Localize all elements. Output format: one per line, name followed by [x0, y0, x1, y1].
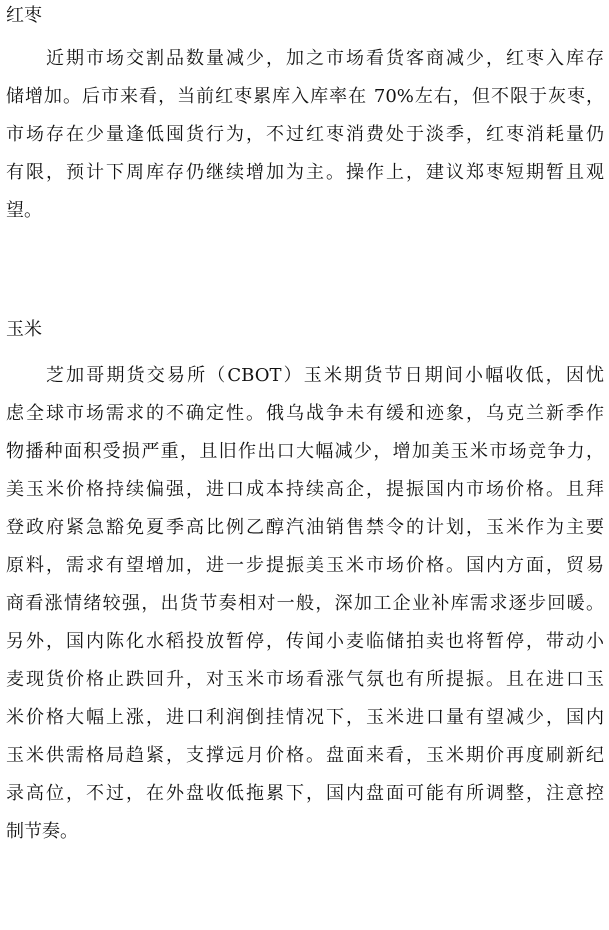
paragraph-line: 玉米供需格局趋紧，支撑远月价格。盘面来看，玉米期价再度刷新纪	[6, 745, 604, 766]
paragraph-line: 米价格大幅上涨，进口利润倒挂情况下，玉米进口量有望减少，国内	[6, 707, 604, 728]
section-title-jujube: 红枣	[6, 5, 42, 26]
paragraph-line: 有限，预计下周库存仍继续增加为主。操作上，建议郑枣短期暂且观	[6, 162, 604, 183]
paragraph-line: 物播种面积受损严重，且旧作出口大幅减少，增加美玉米市场竞争力，	[6, 441, 604, 462]
paragraph-line: 登政府紧急豁免夏季高比例乙醇汽油销售禁令的计划，玉米作为主要	[6, 517, 604, 538]
paragraph-line: 虑全球市场需求的不确定性。俄乌战争未有缓和迹象，乌克兰新季作	[6, 403, 604, 424]
paragraph-line: 麦现货价格止跌回升，对玉米市场看涨气氛也有所提振。且在进口玉	[6, 669, 604, 690]
paragraph-line: 制节奏。	[6, 821, 78, 842]
paragraph-line: 另外，国内陈化水稻投放暂停，传闻小麦临储拍卖也将暂停，带动小	[6, 631, 604, 652]
paragraph-line: 望。	[6, 200, 42, 221]
paragraph-line: 储增加。后市来看，当前红枣累库入库率在 70%左右，但不限于灰枣，	[6, 86, 604, 107]
paragraph-line: 原料，需求有望增加，进一步提振美玉米市场价格。国内方面，贸易	[6, 555, 604, 576]
paragraph-line: 商看涨情绪较强，出货节奏相对一般，深加工企业补库需求逐步回暖。	[6, 593, 604, 614]
paragraph-jujube	[6, 40, 604, 230]
paragraph-line: 美玉米价格持续偏强，进口成本持续高企，提振国内市场价格。且拜	[6, 479, 604, 500]
paragraph-line: 市场存在少量逢低囤货行为，不过红枣消费处于淡季，红枣消耗量仍	[6, 124, 604, 145]
section-title-corn: 玉米	[6, 319, 42, 340]
paragraph-line: 近期市场交割品数量减少，加之市场看货客商减少，红枣入库存	[46, 48, 604, 69]
paragraph-line: 芝加哥期货交易所（CBOT）玉米期货节日期间小幅收低，因忧	[46, 365, 604, 386]
paragraph-line: 录高位，不过，在外盘收低拖累下，国内盘面可能有所调整，注意控	[6, 783, 604, 804]
paragraph-corn	[6, 357, 604, 851]
